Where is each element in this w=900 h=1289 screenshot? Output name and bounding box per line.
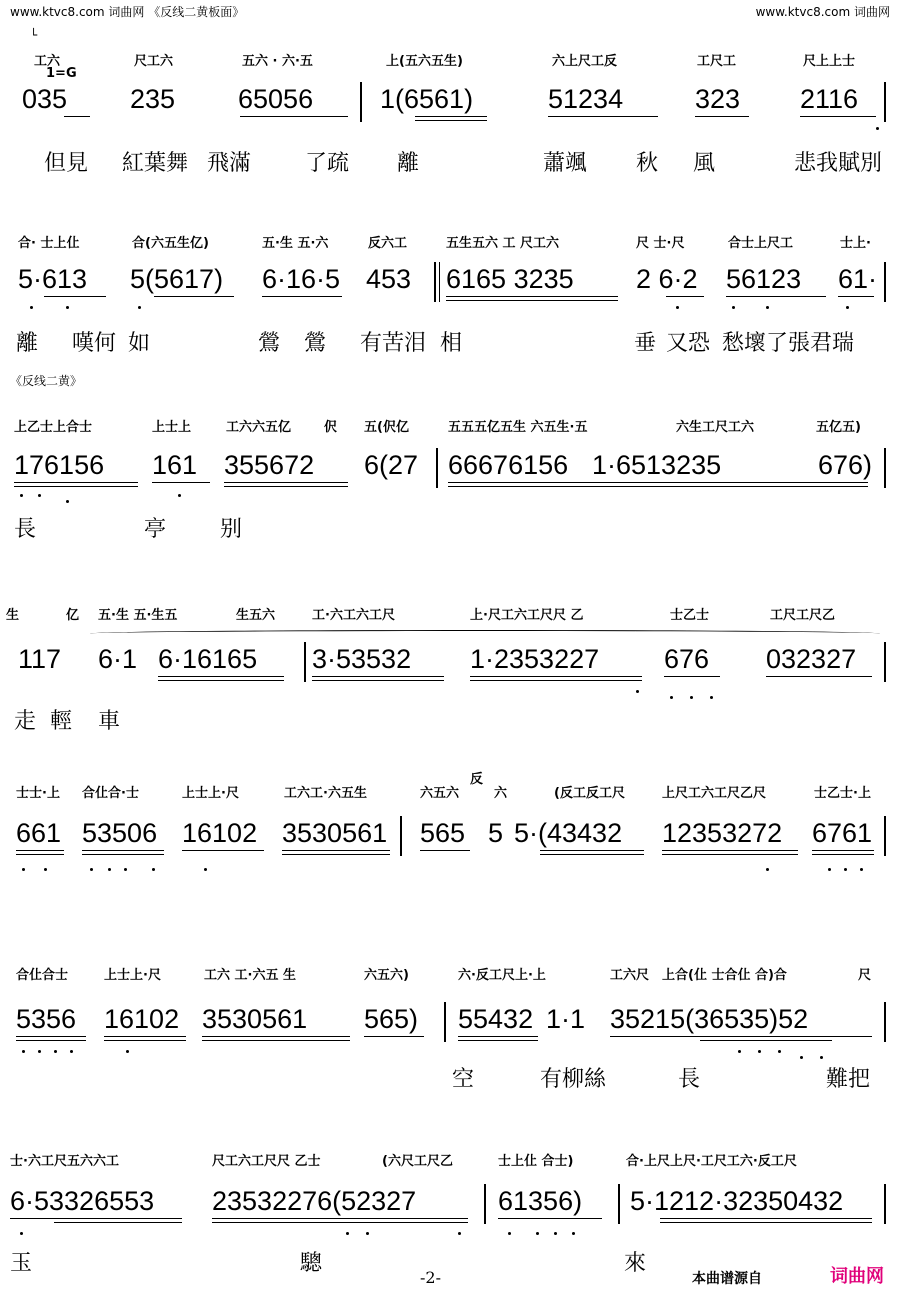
- row4-uline: [664, 676, 720, 677]
- row4-note-7: 032327: [766, 644, 857, 674]
- row5-uline: [540, 854, 644, 855]
- row6-gc-4: 六五六): [364, 968, 409, 983]
- row7-gc-4: 士上仩 合士): [498, 1154, 574, 1169]
- row7-dot: [554, 1232, 557, 1235]
- row1-gc-7: 尺上上士: [803, 54, 856, 69]
- row4-note-2: 6·1: [98, 644, 138, 674]
- row6-note-2: 16102: [104, 1004, 180, 1034]
- row5-note-3: 16102: [182, 818, 258, 848]
- row7-barline-end: [884, 1184, 886, 1224]
- row7-uline: [10, 1218, 182, 1219]
- row2-dot: [846, 306, 849, 309]
- row6-uline: [16, 1040, 86, 1041]
- row3-gc-7: 六生工尺工六: [676, 420, 755, 435]
- row7-uline: [54, 1222, 182, 1223]
- row1-lyric-4: 了疏: [305, 151, 350, 176]
- row4-note-6: 676: [664, 644, 710, 674]
- row2-note-4: 453: [366, 264, 412, 294]
- row4-uline: [312, 676, 444, 677]
- row7-dot: [366, 1232, 369, 1235]
- row4-note-3: 6·16165: [158, 644, 258, 674]
- row7-uline: [660, 1218, 872, 1219]
- row1-lyric-9: 悲我賦別: [794, 151, 883, 176]
- row3-gc-2: 上士上: [152, 420, 192, 435]
- row2-uline: [726, 296, 826, 297]
- row2-barline-1: [434, 262, 436, 302]
- row5-note-2: 53506: [82, 818, 158, 848]
- row6-uline: [700, 1040, 832, 1041]
- row4-gc-3: 五·生 五·生五: [98, 608, 178, 623]
- row6-uline: [202, 1040, 350, 1041]
- row5-gc-2: 合仩合·士: [82, 786, 139, 801]
- row4-gc-4: 生五六: [236, 608, 276, 623]
- row2-uline: [154, 296, 234, 297]
- row5-uline: [82, 854, 164, 855]
- row7-dot: [508, 1232, 511, 1235]
- row1-gc-2: 尺工六: [134, 54, 174, 69]
- row6-gc-3: 工六 工·六五 生: [204, 968, 296, 983]
- row4-uline: [158, 676, 284, 677]
- row7-barline-1: [484, 1184, 486, 1224]
- row2-dot: [766, 306, 769, 309]
- row3-lyric-1: 長: [14, 517, 37, 542]
- row6-note-1: 5356: [16, 1004, 77, 1034]
- site-logo[interactable]: 词曲网: [830, 1266, 884, 1287]
- row2-dot: [66, 306, 69, 309]
- row2-uline: [666, 296, 704, 297]
- row6-uline: [364, 1036, 424, 1037]
- row5-note-8: 12353272: [662, 818, 783, 848]
- row7-note-4: 5·1212·32350432: [630, 1186, 844, 1216]
- row4-lyric-2: 輕: [50, 709, 73, 734]
- row6-uline: [458, 1040, 538, 1041]
- row1-gc-4: 上(五六五生): [386, 54, 463, 69]
- row7-lyric-3: 來: [624, 1251, 647, 1276]
- row4-note-4: 3·53532: [312, 644, 412, 674]
- row2-lyric-5: 鶯: [304, 331, 327, 356]
- row2-lyric-10: 愁壞了張君瑞: [722, 331, 855, 356]
- header-left-url: www.ktvc8.com: [10, 5, 105, 19]
- row6-note-5: 55432: [458, 1004, 534, 1034]
- row6-uline: [104, 1036, 186, 1037]
- row6-uline: [202, 1036, 350, 1037]
- row2-lyric-9: 又恐: [666, 331, 711, 356]
- row4-gc-7: 士乙士: [670, 608, 710, 623]
- row5-barline-end: [884, 816, 886, 856]
- row6-dot: [54, 1050, 57, 1053]
- row3-dot: [20, 494, 23, 497]
- row2-note-1: 5·613: [18, 264, 88, 294]
- row1-mark-l: └: [30, 28, 38, 42]
- row1-gc-1: 工六: [34, 54, 61, 69]
- row3-uline: [224, 482, 348, 483]
- row6-dot: [778, 1050, 781, 1053]
- key-signature: 1=G: [46, 66, 77, 81]
- row7-dot: [536, 1232, 539, 1235]
- row2-dot: [676, 306, 679, 309]
- row6-dot: [22, 1050, 25, 1053]
- row6-note-6: 1·1: [546, 1004, 586, 1034]
- row2-dot: [732, 306, 735, 309]
- row6-dot: [800, 1056, 803, 1059]
- row7-gc-3: (六尺工尺乙: [382, 1154, 453, 1169]
- row7-dot: [20, 1232, 23, 1235]
- row1-uline: [548, 116, 658, 117]
- row5-note-5: 565: [420, 818, 466, 848]
- row6-dot: [738, 1050, 741, 1053]
- row5-uline: [16, 854, 64, 855]
- row4-note-5: 1·2353227: [470, 644, 600, 674]
- row6-uline: [104, 1040, 186, 1041]
- row7-note-2: 23532276(52327: [212, 1186, 417, 1216]
- row2-note-2: 5(5617): [130, 264, 224, 294]
- row3-note-2: 161: [152, 450, 198, 480]
- row4-uline: [470, 680, 642, 681]
- row6-gc-5: 六·反工尺上·上: [458, 968, 546, 983]
- row1-dot: [876, 127, 879, 130]
- row4-uline: [766, 676, 872, 677]
- row5-gc-4: 工六工·六五生: [284, 786, 367, 801]
- row2-gc-5: 五生五六 工 尺工六: [446, 236, 560, 251]
- row6-uline: [16, 1036, 86, 1037]
- row1-lyric-3: 飛滿: [207, 151, 252, 176]
- row4-dot: [670, 696, 673, 699]
- row2-gc-6: 尺 士·尺: [636, 236, 685, 251]
- row5-dot: [44, 868, 47, 871]
- header-left-title: 《反线二黄板面》: [148, 5, 245, 19]
- row4-note-1: 117: [18, 644, 62, 674]
- row2-note-6: 2 6·2: [636, 264, 698, 294]
- row7-dot: [572, 1232, 575, 1235]
- row5-note-1: 661: [16, 818, 62, 848]
- row5-dot: [828, 868, 831, 871]
- row2-barline-1b: [439, 262, 440, 302]
- row1-barline-end: [884, 82, 886, 122]
- source-note: 本曲谱源自: [692, 1271, 762, 1287]
- row3-uline: [448, 486, 868, 487]
- row3-lyric-3: 别: [220, 517, 243, 542]
- row1-gc-5: 六上尺工反: [552, 54, 618, 69]
- row6-gc-6: 工六尺: [610, 968, 650, 983]
- row7-gc-1: 士·六工尺五六六工: [10, 1154, 119, 1169]
- row1-note-1: 035: [22, 84, 68, 114]
- row5-uline: [662, 850, 798, 851]
- row2-lyric-6: 有苦泪: [360, 331, 427, 356]
- row7-uline: [212, 1222, 468, 1223]
- row6-dot: [758, 1050, 761, 1053]
- row3-uline: [448, 482, 868, 483]
- row1-uline: [415, 120, 487, 121]
- row5-note-9: 6761: [812, 818, 873, 848]
- row2-note-5: 6165 3235: [446, 264, 574, 294]
- row2-lyric-2: 嘆何: [72, 331, 117, 356]
- row2-gc-7: 合士上尺工: [728, 236, 794, 251]
- row6-barline-1: [444, 1002, 446, 1042]
- row5-uline: [812, 850, 874, 851]
- row4-gc-6: 上·尺工六工尺尺 乙: [470, 608, 584, 623]
- header-right-site: 词曲网: [853, 5, 890, 19]
- row2-gc-8: 士上·: [840, 236, 871, 251]
- row5-dot: [844, 868, 847, 871]
- row7-barline-2: [618, 1184, 620, 1224]
- row3-note-4: 6(27: [364, 450, 419, 480]
- row1-lyric-8: 風: [693, 151, 716, 176]
- row5-dot: [108, 868, 111, 871]
- row2-note-8: 61·: [838, 264, 878, 294]
- row5-note-7: 5·(43432: [514, 818, 623, 848]
- row3-lyric-2: 亭: [144, 517, 167, 542]
- row4-lyric-1: 走: [14, 709, 37, 734]
- row2-barline-end: [884, 262, 886, 302]
- row1-gc-6: 工尺工: [697, 54, 737, 69]
- row6-lyric-2: 有柳絲: [540, 1067, 607, 1092]
- row3-note-7: 676): [818, 450, 873, 480]
- row3-gc-1: 上乙士上合士: [14, 420, 93, 435]
- row7-note-1: 6·53326553: [10, 1186, 155, 1216]
- row3-dot: [38, 494, 41, 497]
- row1-uline: [64, 116, 90, 117]
- row1-uline: [695, 116, 749, 117]
- row3-gc-4: 伬: [324, 420, 338, 435]
- row4-dot: [690, 696, 693, 699]
- row6-gc-8: 尺: [858, 968, 872, 983]
- row7-dot: [346, 1232, 349, 1235]
- row5-uline: [16, 850, 64, 851]
- row6-lyric-4: 難把: [826, 1067, 871, 1092]
- row3-uline: [152, 482, 210, 483]
- row2-note-3: 6·16·5: [262, 264, 341, 294]
- page-number: -2-: [420, 1268, 441, 1287]
- row4-barline-1: [304, 642, 306, 682]
- row4-uline: [312, 680, 444, 681]
- row3-gc-3: 工六六五亿: [226, 420, 292, 435]
- row5-gc-9: 上尺工六工尺乙尺: [662, 786, 767, 801]
- row5-uline: [282, 854, 390, 855]
- row3-note-6: 1·6513235: [592, 450, 722, 480]
- row2-note-7: 56123: [726, 264, 802, 294]
- row2-uline: [838, 296, 874, 297]
- row2-uline: [262, 296, 342, 297]
- row1-uline: [800, 116, 876, 117]
- row3-uline: [14, 486, 138, 487]
- row6-dot: [70, 1050, 73, 1053]
- row6-note-4: 565): [364, 1004, 419, 1034]
- row4-gc-2: 亿: [66, 608, 80, 623]
- row5-uline: [812, 854, 874, 855]
- row5-dot: [152, 868, 155, 871]
- row1-lyric-2: 紅葉舞: [122, 151, 189, 176]
- row2-lyric-8: 垂: [634, 331, 657, 356]
- row1-lyric-7: 秋: [636, 151, 659, 176]
- row2-lyric-1: 離: [16, 331, 39, 356]
- row1-uline: [240, 116, 348, 117]
- row5-dot: [124, 868, 127, 871]
- row5-gc-10: 士乙士·上: [814, 786, 871, 801]
- row5-gc-7: 六: [494, 786, 508, 801]
- row7-gc-5: 合·上尺上尺·工尺工六·反工尺: [626, 1154, 797, 1169]
- row5-uline: [420, 850, 470, 851]
- row1-note-7: 2116: [800, 84, 859, 114]
- row5-uline: [282, 850, 390, 851]
- row1-note-6: 323: [695, 84, 741, 114]
- row5-dot: [22, 868, 25, 871]
- row5-dot: [766, 868, 769, 871]
- row6-dot: [38, 1050, 41, 1053]
- row7-uline: [212, 1218, 468, 1219]
- row1-note-4: 1(6561): [380, 84, 474, 114]
- row5-dot: [860, 868, 863, 871]
- row6-gc-2: 上士上·尺: [104, 968, 161, 983]
- row6-dot: [126, 1050, 129, 1053]
- row3-barline-end: [884, 448, 886, 488]
- row5-uline: [182, 850, 264, 851]
- row2-gc-1: 合· 士上仩: [18, 236, 80, 251]
- row3-dot: [66, 500, 69, 503]
- row2-uline: [44, 296, 106, 297]
- row2-gc-3: 五·生 五·六: [262, 236, 329, 251]
- row6-uline: [458, 1036, 538, 1037]
- row5-barline-1: [400, 816, 402, 856]
- row6-gc-7: 上合(仩 士合仩 合)合: [662, 968, 787, 983]
- row4-lyric-3: 車: [98, 709, 121, 734]
- row3-gc-8: 五亿五): [816, 420, 861, 435]
- row2-uline: [446, 300, 618, 301]
- row3-note-1: 176156: [14, 450, 105, 480]
- row2-dot: [138, 306, 141, 309]
- row6-dot: [820, 1056, 823, 1059]
- row5-gc-3: 上士上·尺: [182, 786, 239, 801]
- row1-uline: [415, 116, 487, 117]
- header-left-site: 词曲网: [108, 5, 145, 19]
- row7-uline: [498, 1218, 602, 1219]
- row5-gc-8: (反工反工尺: [554, 786, 625, 801]
- row6-note-7: 35215(36535)52: [610, 1004, 809, 1034]
- row5-note-6: 5: [488, 818, 504, 848]
- row2-uline: [446, 296, 618, 297]
- row2-lyric-3: 如: [128, 331, 151, 356]
- row3-barline-1: [436, 448, 438, 488]
- row3-uline: [224, 486, 348, 487]
- row6-uline: [610, 1036, 872, 1037]
- row7-note-3: 61356): [498, 1186, 583, 1216]
- row4-dot: [636, 690, 639, 693]
- row5-note-4: 3530561: [282, 818, 388, 848]
- row5-dot: [204, 868, 207, 871]
- row4-slur: [90, 630, 880, 637]
- row6-lyric-1: 空: [452, 1067, 475, 1092]
- row4-gc-1: 生: [6, 608, 20, 623]
- row2-gc-4: 反六工: [368, 236, 408, 251]
- row1-lyric-1: 但見: [44, 151, 89, 176]
- row3-note-5: 66676156: [448, 450, 569, 480]
- row6-barline-end: [884, 1002, 886, 1042]
- row2-lyric-4: 鶯: [258, 331, 281, 356]
- row2-lyric-7: 相: [440, 331, 463, 356]
- row6-gc-1: 合仩合士: [16, 968, 69, 983]
- section-title: 《反线二黄》: [10, 374, 83, 388]
- row5-uline: [540, 850, 644, 851]
- row3-note-3: 355672: [224, 450, 315, 480]
- row5-uline: [662, 854, 798, 855]
- row1-barline-1: [360, 82, 362, 122]
- header-right: [756, 3, 890, 20]
- row5-dot: [90, 868, 93, 871]
- row3-dot: [178, 494, 181, 497]
- row1-note-2: 235: [130, 84, 176, 114]
- row5-uline: [82, 850, 164, 851]
- row4-gc-8: 工尺工尺乙: [770, 608, 836, 623]
- row5-gc-1: 士士·上: [16, 786, 60, 801]
- row1-gc-3: 五六 · 六·五: [242, 54, 313, 69]
- row7-dot: [458, 1232, 461, 1235]
- row7-uline: [660, 1222, 872, 1223]
- row3-uline: [14, 482, 138, 483]
- row4-uline: [470, 676, 642, 677]
- row3-gc-5: 五(伬亿: [364, 420, 409, 435]
- row6-note-3: 3530561: [202, 1004, 308, 1034]
- row1-lyric-5: 離: [397, 151, 420, 176]
- row3-gc-6: 五五五亿五生 六五生·五: [448, 420, 588, 435]
- row7-lyric-1: 玉: [10, 1251, 33, 1276]
- row4-uline: [158, 680, 284, 681]
- header-right-url: www.ktvc8.com: [755, 5, 851, 19]
- row2-gc-2: 合(六五生亿): [132, 236, 209, 251]
- row5-gc-6: 反: [470, 772, 484, 787]
- row4-dot: [710, 696, 713, 699]
- row6-lyric-3: 長: [678, 1067, 701, 1092]
- row7-lyric-2: 驄: [300, 1251, 323, 1276]
- row1-lyric-6: 蕭颯: [543, 151, 588, 176]
- row4-barline-end: [884, 642, 886, 682]
- row2-dot: [30, 306, 33, 309]
- row5-gc-5: 六五六: [420, 786, 460, 801]
- row7-gc-2: 尺工六工尺尺 乙士: [212, 1154, 321, 1169]
- row1-note-3: 65056: [238, 84, 314, 114]
- row1-note-5: 51234: [548, 84, 624, 114]
- header-left: [10, 3, 244, 20]
- row4-gc-5: 工·六工六工尺: [312, 608, 395, 623]
